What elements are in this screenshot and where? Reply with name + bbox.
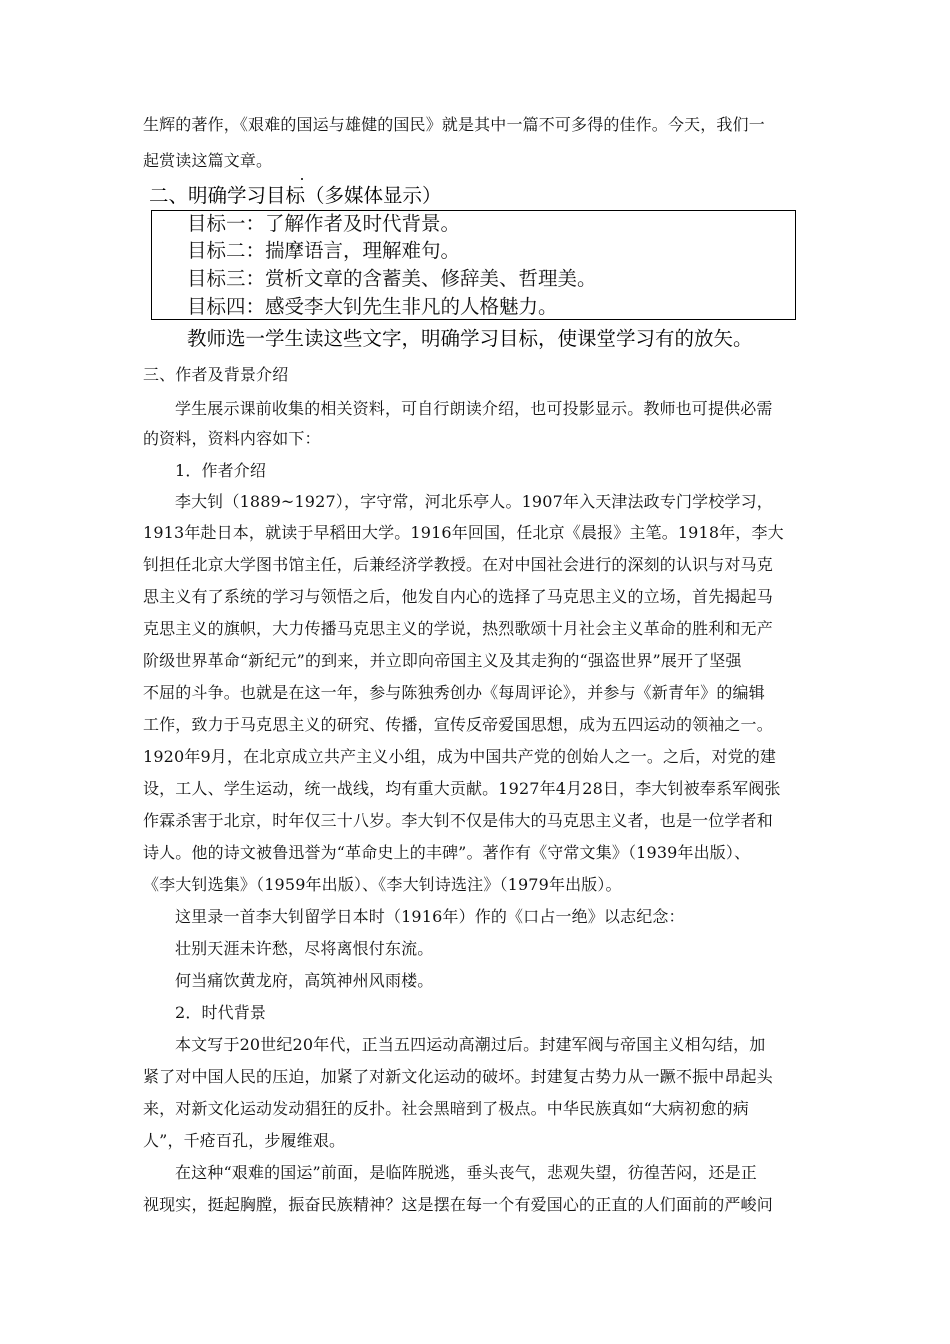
goal-4: 目标四：感受李大钊先生非凡的人格魅力。: [187, 295, 558, 318]
para-line: 本文写于20世纪20年代，正当五四运动高潮过后。封建军阀与帝国主义相勾结，加: [175, 1035, 766, 1054]
intro-line-2: 起赏读这篇文章。: [143, 151, 273, 170]
poem-line-2: 何当痛饮黄龙府，高筑神州风雨楼。: [175, 971, 434, 990]
subheading-background: 2．时代背景: [175, 1003, 267, 1022]
para-line: 来，对新文化运动发动猖狂的反扑。社会黑暗到了极点。中华民族真如“大病初愈的病: [143, 1099, 749, 1118]
para-line: 诗人。他的诗文被鲁迅誉为“革命史上的丰碑”。著作有《守常文集》（1939年出版）、: [143, 843, 751, 862]
section-2-heading: 二、明确学习目标（多媒体显示）: [149, 184, 442, 207]
para-line: 作霖杀害于北京，时年仅三十八岁。李大钊不仅是伟大的马克思主义者，也是一位学者和: [143, 811, 773, 830]
para-line: 设，工人、学生运动，统一战线，均有重大贡献。1927年4月28日，李大钊被奉系军阀张: [143, 779, 781, 798]
goal-2: 目标二：揣摩语言，理解难句。: [187, 239, 461, 262]
para-line: 不屈的斗争。也就是在这一年，参与陈独秀创办《每周评论》，并参与《新青年》的编辑: [143, 683, 765, 702]
stray-dot-mark: [301, 178, 303, 180]
para-line: 人”，千疮百孔，步履维艰。: [143, 1131, 346, 1150]
para-line: 阶级世界革命“新纪元”的到来，并立即向帝国主义及其走狗的“强盗世界”展开了坚强: [143, 651, 742, 670]
para-line: 1920年9月，在北京成立共产主义小组，成为中国共产党的创始人之一。之后，对党的建: [143, 747, 777, 766]
para-line: 克思主义的旗帜，大力传播马克思主义的学说，热烈歌颂十月社会主义革命的胜利和无产: [143, 619, 773, 638]
para-line: 李大钊（1889~1927），字守常，河北乐亭人。1907年入天津法政专门学校学习，: [175, 492, 773, 511]
para-line: 钊担任北京大学图书馆主任，后兼经济学教授。在对中国社会进行的深刻的认识与对马克: [143, 555, 773, 574]
para-line: 思主义有了系统的学习与领悟之后，他发自内心的选择了马克思主义的立场，首先揭起马: [143, 587, 773, 606]
para-line: 1913年赴日本，就读于早稻田大学。1916年回国，任北京《晨报》主笔。1918年，李大: [143, 523, 784, 542]
intro-line-1: 生辉的著作，《艰难的国运与雄健的国民》就是其中一篇不可多得的佳作。今天，我们一: [143, 115, 765, 134]
goal-3: 目标三：赏析文章的含蓄美、修辞美、哲理美。: [187, 267, 597, 290]
para-line: 在这种“艰难的国运”前面，是临阵脱逃，垂头丧气，悲观失望，彷徨苦闷，还是正: [175, 1163, 757, 1182]
para-line: 工作，致力于马克思主义的研究、传播，宣传反帝爱国思想，成为五四运动的领袖之一。: [143, 715, 773, 734]
para-line: 学生展示课前收集的相关资料，可自行朗读介绍，也可投影显示。教师也可提供必需: [175, 399, 773, 418]
para-line: 紧了对中国人民的压迫，加紧了对新文化运动的破坏。封建复古势力从一蹶不振中昂起头: [143, 1067, 773, 1086]
para-line: 《李大钊选集》（1959年出版）、《李大钊诗选注》（1979年出版）。: [143, 875, 622, 894]
para-line: 视现实，挺起胸膛，振奋民族精神？这是摆在每一个有爱国心的正直的人们面前的严峻问: [143, 1195, 773, 1214]
section-3-heading: 三、作者及背景介绍: [143, 365, 289, 384]
teacher-note: 教师选一学生读这些文字，明确学习目标，使课堂学习有的放矢。: [187, 327, 753, 350]
para-line: 的资料，资料内容如下：: [143, 429, 321, 448]
poem-line-1: 壮别天涯未许愁，尽将离恨付东流。: [175, 939, 434, 958]
goal-1: 目标一：了解作者及时代背景。: [187, 212, 461, 235]
subheading-author: 1．作者介绍: [175, 461, 267, 480]
para-line: 这里录一首李大钊留学日本时（1916年）作的《口占一绝》以志纪念：: [175, 907, 685, 926]
